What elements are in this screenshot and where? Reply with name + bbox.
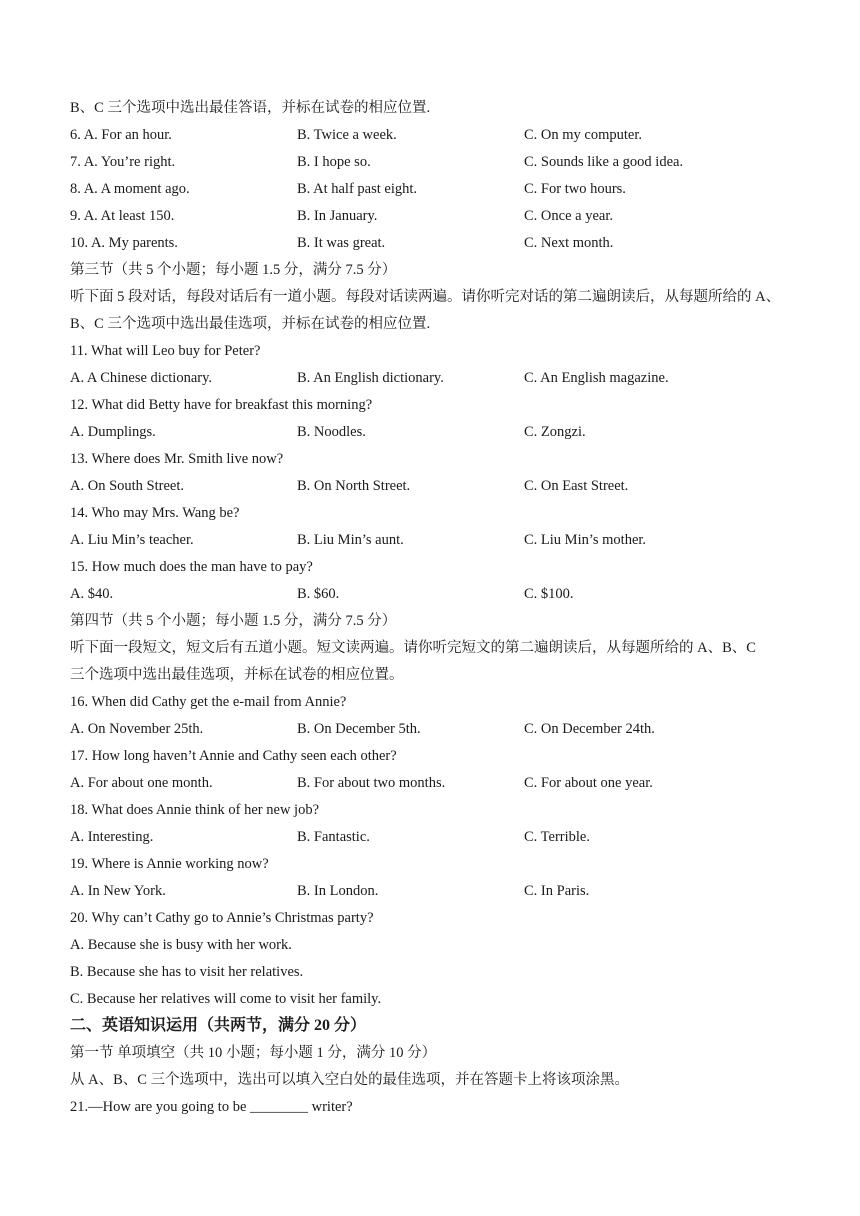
option-c: C. Terrible. [524,829,590,845]
text-line: 14. Who may Mrs. Wang be? [70,505,240,521]
option-row [70,584,810,604]
text-line: 第三节（共 5 个小题；每小题 1.5 分，满分 7.5 分） [70,262,397,278]
option-a: A. For about one month. [70,775,213,791]
text-line: 从 A、B、C 三个选项中，选出可以填入空白处的最佳选项，并在答题卡上将该项涂黑。 [70,1072,630,1088]
option-a: A. Interesting. [70,829,154,845]
option-c: C. On December 24th. [524,721,655,737]
option-b: B. On North Street. [297,478,411,494]
option-b: B. $60. [297,586,340,602]
option-row [70,206,810,226]
text-line: 听下面 5 段对话，每段对话后有一道小题。每段对话读两遍。请你听完对话的第二遍朗读后，从每题所给的 A、 [70,289,781,305]
option-row [70,719,810,739]
option-c: C. Once a year. [524,208,613,224]
option-b: B. For about two months. [297,775,446,791]
option-a: 9. A. At least 150. [70,208,175,224]
option-b: B. In January. [297,208,378,224]
option-a: A. In New York. [70,883,166,899]
option-c: C. Zongzi. [524,424,586,440]
option-b: B. On December 5th. [297,721,421,737]
option-c: C. An English magazine. [524,370,669,386]
option-a: A. On South Street. [70,478,184,494]
option-b: B. Twice a week. [297,127,397,143]
text-line: C. Because her relatives will come to visit her family. [70,991,382,1007]
option-c: C. In Paris. [524,883,590,899]
option-a: 8. A. A moment ago. [70,181,190,197]
text-line: 19. Where is Annie working now? [70,856,269,872]
option-row [70,233,810,253]
option-row [70,881,810,901]
option-a: A. Dumplings. [70,424,156,440]
text-line: B、C 三个选项中选出最佳选项，并标在试卷的相应位置. [70,316,431,332]
text-line: B、C 三个选项中选出最佳答语，并标在试卷的相应位置. [70,100,431,116]
option-b: B. Fantastic. [297,829,370,845]
option-c: C. Liu Min’s mother. [524,532,647,548]
text-line: 20. Why can’t Cathy go to Annie’s Christmas party? [70,910,374,926]
option-row [70,827,810,847]
option-a: 7. A. You’re right. [70,154,176,170]
option-c: C. On my computer. [524,127,643,143]
option-a: 10. A. My parents. [70,235,178,251]
option-row [70,368,810,388]
option-row [70,422,810,442]
text-line: 17. How long haven’t Annie and Cathy seen each other? [70,748,397,764]
text-line: 第四节（共 5 个小题；每小题 1.5 分，满分 7.5 分） [70,613,397,629]
option-c: C. Sounds like a good idea. [524,154,684,170]
option-row [70,476,810,496]
text-line: 第一节 单项填空（共 10 小题；每小题 1 分，满分 10 分） [70,1045,437,1061]
option-b: B. At half past eight. [297,181,418,197]
option-row [70,530,810,550]
section-heading: 二、英语知识运用（共两节，满分 20 分） [70,1017,367,1034]
option-b: B. I hope so. [297,154,371,170]
option-b: B. It was great. [297,235,386,251]
text-line: B. Because she has to visit her relatives. [70,964,304,980]
option-c: C. For about one year. [524,775,653,791]
option-row [70,179,810,199]
text-line: 13. Where does Mr. Smith live now? [70,451,284,467]
text-line: 11. What will Leo buy for Peter? [70,343,261,359]
option-b: B. Liu Min’s aunt. [297,532,404,548]
option-b: B. An English dictionary. [297,370,444,386]
text-line: 21.—How are you going to be ________ writer? [70,1099,353,1115]
option-a: A. On November 25th. [70,721,204,737]
text-line: A. Because she is busy with her work. [70,937,292,953]
option-c: C. $100. [524,586,574,602]
option-c: C. On East Street. [524,478,629,494]
option-row [70,125,810,145]
option-a: A. $40. [70,586,114,602]
option-a: 6. A. For an hour. [70,127,172,143]
text-line: 12. What did Betty have for breakfast this morning? [70,397,373,413]
option-a: A. A Chinese dictionary. [70,370,213,386]
option-b: B. Noodles. [297,424,366,440]
option-c: C. Next month. [524,235,614,251]
option-b: B. In London. [297,883,379,899]
text-line: 16. When did Cathy get the e-mail from Annie? [70,694,347,710]
option-a: A. Liu Min’s teacher. [70,532,194,548]
text-line: 18. What does Annie think of her new job? [70,802,319,818]
option-c: C. For two hours. [524,181,626,197]
text-line: 三个选项中选出最佳选项，并标在试卷的相应位置。 [70,667,404,683]
option-row [70,152,810,172]
text-line: 15. How much does the man have to pay? [70,559,313,575]
option-row [70,773,810,793]
text-line: 听下面一段短文，短文后有五道小题。短文读两遍。请你听完短文的第二遍朗读后，从每题所给的 A、B、C [70,640,756,656]
